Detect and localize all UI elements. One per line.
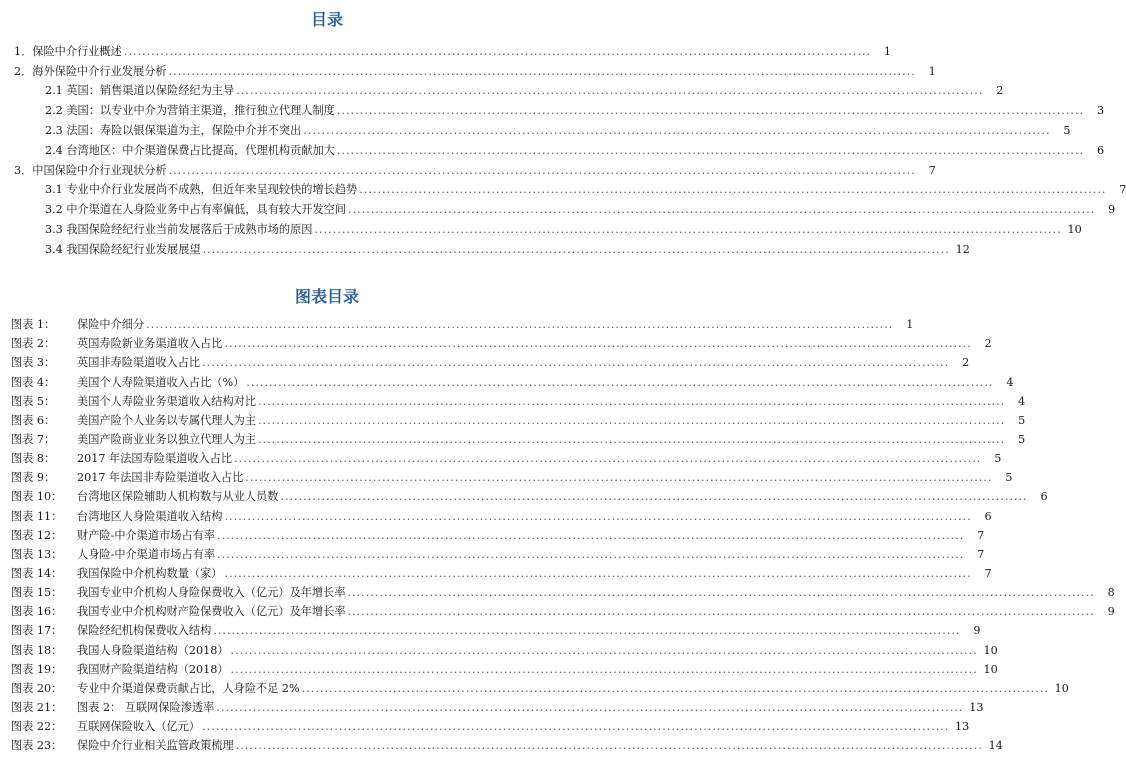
figure-label: 图表 2： 互联网保险渗透率 — [77, 700, 215, 714]
figure-entry[interactable] — [0, 696, 984, 715]
figure-page: 2 — [984, 337, 992, 351]
figure-label: 美国产险商业业务以独立代理人为主 — [77, 432, 257, 446]
toc-entry-page: 12 — [955, 242, 970, 256]
toc-entry-label: 2.4 台湾地区：中介渠道保费占比提高，代理机构贡献加大 — [45, 143, 335, 157]
figure-number: 图表 16： — [11, 605, 63, 619]
toc-entry-page: 10 — [1067, 222, 1082, 236]
figure-number: 图表 10： — [11, 490, 63, 504]
figure-number: 图表 19： — [11, 662, 63, 676]
figure-label: 保险经纪机构保费收入结构 — [77, 624, 212, 638]
figure-label: 我国专业中介机构人身险保费收入（亿元）及年增长率 — [77, 586, 346, 600]
figure-label: 人身险-中介渠道市场占有率 — [77, 547, 216, 561]
figure-label: 美国产险个人业务以专属代理人为主 — [77, 413, 257, 427]
figure-number: 图表 8： — [11, 452, 56, 466]
toc-title: 目录 — [310, 10, 343, 29]
toc-entry-page: 9 — [1108, 203, 1116, 217]
dot-leader: .................................................................................................................................................................... — [359, 183, 1107, 197]
dot-leader: .................................................................................................................................................................... — [245, 471, 993, 485]
dot-leader: .................................................................................................................................................................... — [234, 452, 982, 466]
toc-entry-page: 1 — [928, 64, 936, 78]
figure-label: 英国寿险新业务渠道收入占比 — [77, 337, 223, 351]
toc-entry-label: 1．保险中介行业概述 — [14, 44, 122, 58]
figure-entry[interactable] — [0, 351, 970, 370]
figure-number: 图表 20： — [11, 681, 63, 695]
dot-leader: .................................................................................................................................................................... — [146, 318, 894, 332]
dot-leader: .................................................................................................................................................................... — [224, 566, 972, 580]
figure-label: 2017 年法国寿险渠道收入占比 — [77, 452, 233, 466]
figure-page: 1 — [906, 318, 914, 332]
figure-label: 我国保险中介机构数量（家） — [77, 566, 223, 580]
figure-entry[interactable] — [0, 466, 1013, 485]
dot-leader: .................................................................................................................................................................... — [348, 203, 1096, 217]
figure-page: 5 — [994, 452, 1002, 466]
toc-entry-page: 5 — [1063, 123, 1071, 137]
dot-leader: .................................................................................................................................................................... — [202, 720, 950, 734]
dot-leader: .................................................................................................................................................................... — [123, 44, 872, 58]
toc-entry-page: 2 — [996, 84, 1004, 98]
dot-leader: .................................................................................................................................................................... — [230, 662, 978, 676]
toc-entry[interactable] — [0, 79, 1004, 99]
figure-page: 6 — [1040, 490, 1048, 504]
figure-page: 6 — [984, 509, 992, 523]
figure-label: 专业中介渠道保费贡献占比，人身险不足 2% — [77, 681, 300, 695]
figure-label: 英国非寿险渠道收入占比 — [77, 356, 201, 370]
figure-entry[interactable] — [0, 619, 981, 638]
figure-number: 图表 23： — [11, 739, 63, 753]
figure-page: 10 — [1054, 681, 1069, 695]
figure-page: 5 — [1018, 413, 1026, 427]
figure-page: 7 — [977, 528, 985, 542]
dot-leader: .................................................................................................................................................................... — [224, 337, 972, 351]
figure-page: 13 — [969, 700, 984, 714]
figure-number: 图表 14： — [11, 566, 63, 580]
toc-entry-label: 3.3 我国保险经纪行业当前发展落后于成熟市场的原因 — [45, 222, 313, 236]
figure-page: 7 — [977, 547, 985, 561]
figure-page: 7 — [984, 566, 992, 580]
figure-entry[interactable] — [0, 504, 992, 523]
figure-number: 图表 7： — [11, 432, 56, 446]
figure-entry[interactable] — [0, 428, 1026, 447]
dot-leader: .................................................................................................................................................................... — [336, 104, 1085, 118]
toc-entry-page: 6 — [1096, 143, 1105, 157]
dot-leader: .................................................................................................................................................................... — [216, 700, 964, 714]
figure-entry[interactable] — [0, 638, 998, 657]
figure-number: 图表 13： — [11, 547, 63, 561]
figure-entry[interactable] — [0, 370, 1014, 389]
dot-leader: .................................................................................................................................................................... — [280, 490, 1028, 504]
dot-leader: .................................................................................................................................................................... — [230, 643, 978, 657]
dot-leader: .................................................................................................................................................................... — [314, 222, 1062, 236]
figure-list — [0, 313, 1115, 753]
figure-number: 图表 1： — [11, 318, 56, 332]
figure-page: 5 — [1005, 471, 1013, 485]
figure-entry[interactable] — [0, 485, 1048, 504]
figure-entry[interactable] — [0, 409, 1026, 428]
figure-entry[interactable] — [0, 390, 1026, 409]
figure-page: 10 — [983, 643, 998, 657]
figure-entry[interactable] — [0, 447, 1002, 466]
figure-entry[interactable] — [0, 715, 970, 734]
figure-number: 图表 11： — [11, 509, 63, 523]
figure-entry[interactable] — [0, 581, 1115, 600]
toc-list — [0, 39, 1126, 257]
toc-entry-label: 2.3 法国：寿险以银保渠道为主，保险中介并不突出 — [45, 123, 302, 137]
dot-leader: .................................................................................................................................................................... — [168, 163, 916, 177]
figure-label: 台湾地区保险辅助人机构数与从业人员数 — [77, 490, 279, 504]
toc-entry[interactable] — [0, 237, 970, 257]
dot-leader: .................................................................................................................................................................... — [217, 547, 965, 561]
toc-entry-label: 2.1 英国：销售渠道以保险经纪为主导 — [45, 84, 235, 98]
dot-leader: .................................................................................................................................................................... — [202, 356, 950, 370]
figure-number: 图表 21： — [11, 700, 63, 714]
toc-entry-label: 2．海外保险中介行业发展分析 — [14, 64, 167, 78]
figure-label: 我国专业中介机构财产险保费收入（亿元）及年增长率 — [77, 605, 346, 619]
figure-number: 图表 3： — [11, 356, 56, 370]
figure-page: 10 — [983, 662, 998, 676]
figure-page: 4 — [1006, 375, 1014, 389]
toc-entry-label: 3．中国保险中介行业现状分析 — [14, 163, 167, 177]
toc-entry-page: 3 — [1096, 104, 1105, 118]
dot-leader: .................................................................................................................................................................... — [235, 739, 983, 753]
dot-leader: .................................................................................................................................................................... — [347, 586, 1095, 600]
toc-entry-label: 2.2 美国：以专业中介为营销主渠道，推行独立代理人制度 — [45, 104, 335, 118]
toc-entry-page: 7 — [1119, 183, 1126, 197]
figure-page: 5 — [1018, 432, 1026, 446]
figure-entry[interactable] — [0, 562, 992, 581]
toc-entry-label: 3.4 我国保险经纪行业发展展望 — [45, 242, 201, 256]
figure-label: 2017 年法国非寿险渠道收入占比 — [77, 471, 244, 485]
figure-page: 2 — [962, 356, 970, 370]
figure-number: 图表 15： — [11, 586, 63, 600]
toc-entry-page: 1 — [883, 44, 892, 58]
dot-leader: .................................................................................................................................................................... — [303, 123, 1051, 137]
figure-label: 台湾地区人身险渠道收入结构 — [77, 509, 223, 523]
toc-entry[interactable] — [0, 138, 1105, 158]
toc-entry[interactable] — [0, 39, 892, 59]
figure-number: 图表 5： — [11, 394, 56, 408]
figure-label: 保险中介行业相关监管政策梳理 — [77, 739, 234, 753]
toc-entry[interactable] — [0, 197, 1116, 217]
figure-entry[interactable] — [0, 677, 1069, 696]
figure-list-title: 图表目录 — [294, 287, 359, 306]
figure-entry[interactable] — [0, 543, 985, 562]
dot-leader: .................................................................................................................................................................... — [213, 624, 961, 638]
figure-label: 互联网保险收入（亿元） — [77, 720, 201, 734]
figure-page: 4 — [1018, 394, 1026, 408]
figure-label: 美国个人寿险渠道收入占比（%） — [77, 375, 245, 389]
dot-leader: .................................................................................................................................................................... — [347, 605, 1095, 619]
figure-page: 13 — [955, 720, 970, 734]
dot-leader: .................................................................................................................................................................... — [258, 432, 1006, 446]
figure-page: 9 — [1107, 605, 1115, 619]
figure-label: 我国人身险渠道结构（2018） — [77, 643, 229, 657]
dot-leader: .................................................................................................................................................................... — [258, 394, 1006, 408]
figure-label: 美国个人寿险业务渠道收入结构对比 — [77, 394, 257, 408]
figure-number: 图表 4： — [11, 375, 56, 389]
dot-leader: .................................................................................................................................................................... — [202, 242, 950, 256]
figure-number: 图表 22： — [11, 720, 63, 734]
dot-leader: .................................................................................................................................................................... — [168, 64, 916, 78]
figure-label: 我国财产险渠道结构（2018） — [77, 662, 229, 676]
figure-number: 图表 17： — [11, 624, 63, 638]
toc-entry[interactable] — [0, 59, 936, 79]
figure-page: 14 — [988, 739, 1003, 753]
figure-entry[interactable] — [0, 600, 1115, 619]
toc-entry-label: 3.1 专业中介行业发展尚不成熟，但近年来呈现较快的增长趋势 — [45, 183, 358, 197]
toc-entry-page: 7 — [928, 163, 936, 177]
figure-label: 保险中介细分 — [77, 318, 145, 332]
figure-page: 8 — [1107, 586, 1115, 600]
dot-leader: .................................................................................................................................................................... — [224, 509, 972, 523]
figure-entry[interactable] — [0, 734, 1003, 753]
figure-number: 图表 6： — [11, 413, 56, 427]
dot-leader: .................................................................................................................................................................... — [236, 84, 984, 98]
toc-entry-label: 3.2 中介渠道在人身险业务中占有率偏低，具有较大开发空间 — [45, 203, 347, 217]
figure-page: 9 — [973, 624, 981, 638]
figure-number: 图表 2： — [11, 337, 56, 351]
dot-leader: .................................................................................................................................................................... — [258, 413, 1006, 427]
figure-label: 财产险-中介渠道市场占有率 — [77, 528, 216, 542]
toc-entry[interactable] — [0, 98, 1105, 118]
figure-number: 图表 18： — [11, 643, 63, 657]
figure-entry[interactable] — [0, 658, 998, 677]
toc-entry[interactable] — [0, 178, 1126, 198]
figure-entry[interactable] — [0, 313, 914, 332]
figure-entry[interactable] — [0, 332, 992, 351]
dot-leader: .................................................................................................................................................................... — [246, 375, 994, 389]
dot-leader: .................................................................................................................................................................... — [301, 681, 1049, 695]
figure-number: 图表 12： — [11, 528, 63, 542]
toc-entry[interactable] — [0, 118, 1071, 138]
toc-entry[interactable] — [0, 217, 1082, 237]
figure-number: 图表 9： — [11, 471, 56, 485]
dot-leader: .................................................................................................................................................................... — [336, 143, 1085, 157]
figure-entry[interactable] — [0, 524, 985, 543]
toc-entry[interactable] — [0, 158, 936, 178]
dot-leader: .................................................................................................................................................................... — [217, 528, 965, 542]
